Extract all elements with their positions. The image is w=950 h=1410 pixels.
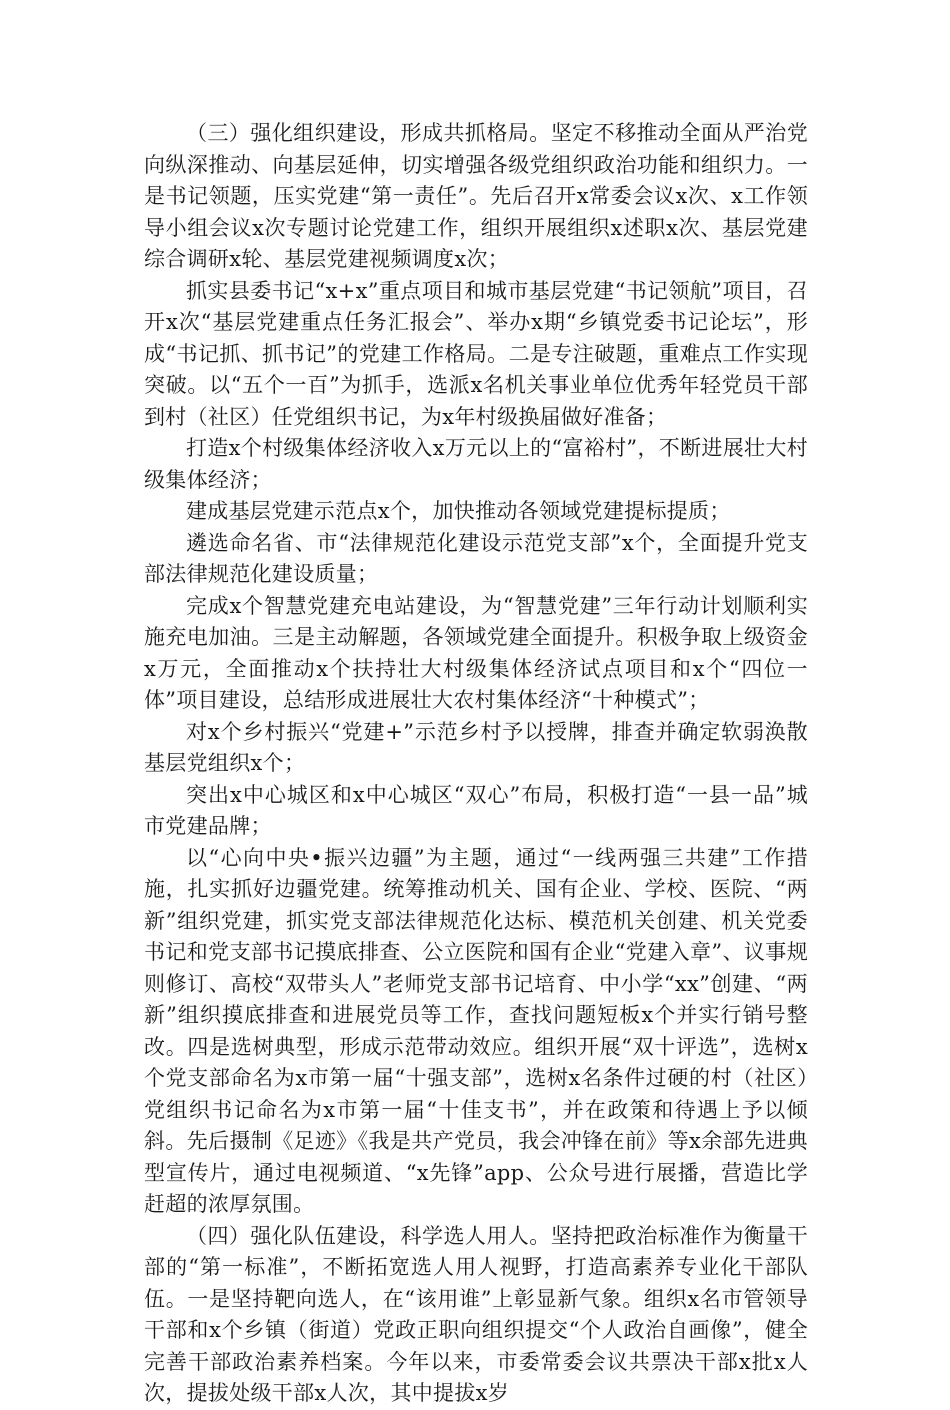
paragraph-10: （四）强化队伍建设，科学选人用人。坚持把政治标准作为衡量干部的“第一标准”，不断拓宽选人用人视野，打造高素养专业化干部队伍。一是坚持靶向选人，在“该用谁”上彰显新气象。组织x名市管领导干部和x个乡镇（街道）党政正职向组织提交“个人政治自画像”，健全完善干部政治素养档案。今年以来，市委常委会议共票决干部x批x人次，提拔处级干部x人次，其中提拔x岁	[144, 1223, 808, 1405]
paragraph-6: 完成x个智慧党建充电站建设，为“智慧党建”三年行动计划顺利实施充电加油。三是主动解题，各领域党建全面提升。积极争取上级资金x万元，全面推动x个扶持壮大村级集体经济试点项目和x个“四位一体”项目建设，总结形成进展壮大农村集体经济“十种模式”；	[144, 593, 808, 712]
paragraph-1: （三）强化组织建设，形成共抓格局。坚定不移推动全面从严治党向纵深推动、向基层延伸，切实增强各级党组织政治功能和组织力。一是书记领题，压实党建“第一责任”。先后召开x常委会议x次、x工作领导小组会议x次专题讨论党建工作，组织开展组织x述职x次、基层党建综合调研x轮、基层党建视频调度x次；	[144, 121, 808, 271]
paragraph-5: 遴选命名省、市“法律规范化建设示范党支部”x个，全面提升党支部法律规范化建设质量；	[144, 530, 808, 586]
paragraph-7: 对x个乡村振兴“党建+”示范乡村予以授牌，排查并确定软弱涣散基层党组织x个；	[144, 719, 808, 775]
paragraph-9: 以“心向中央•振兴边疆”为主题，通过“一线两强三共建”工作措施，扎实抓好边疆党建。统筹推动机关、国有企业、学校、医院、“两新”组织党建，抓实党支部法律规范化达标、模范机关创建、机关党委书记和党支部书记摸底排查、公立医院和国有企业“党建入章”、议事规则修订、高校“双带头人”老师党支部书记培育、中小学“xx”创建、“两新”组织摸底排查和进展党员等工作，查找问题短板x个并实行销号整改。四是选树典型，形成示范带动效应。组织开展“双十评选”，选树x个党支部命名为x市第一届“十强支部”，选树x名条件过硬的村（社区）党组织书记命名为x市第一届“十佳支书”，并在政策和待遇上予以倾斜。先后摄制《足迹》《我是共产党员，我会冲锋在前》等x余部先进典型宣传片，通过电视频道、“x先锋”app、公众号进行展播，营造比学赶超的浓厚氛围。	[144, 845, 808, 1216]
paragraph-2: 抓实县委书记“x+x”重点项目和城市基层党建“书记领航”项目，召开x次“基层党建重点任务汇报会”、举办x期“乡镇党委书记论坛”，形成“书记抓、抓书记”的党建工作格局。二是专注破题，重难点工作实现突破。以“五个一百”为抓手，选派x名机关事业单位优秀年轻党员干部到村（社区）任党组织书记，为x年村级换届做好准备；	[144, 278, 808, 429]
paragraph-3: 打造x个村级集体经济收入x万元以上的“富裕村”，不断进展壮大村级集体经济；	[144, 436, 808, 492]
document-body	[144, 118, 808, 1410]
paragraph-8: 突出x中心城区和x中心城区“双心”布局，积极打造“一县一品”城市党建品牌；	[144, 782, 808, 838]
paragraph-4: 建成基层党建示范点x个，加快推动各领域党建提标提质；	[186, 499, 731, 523]
